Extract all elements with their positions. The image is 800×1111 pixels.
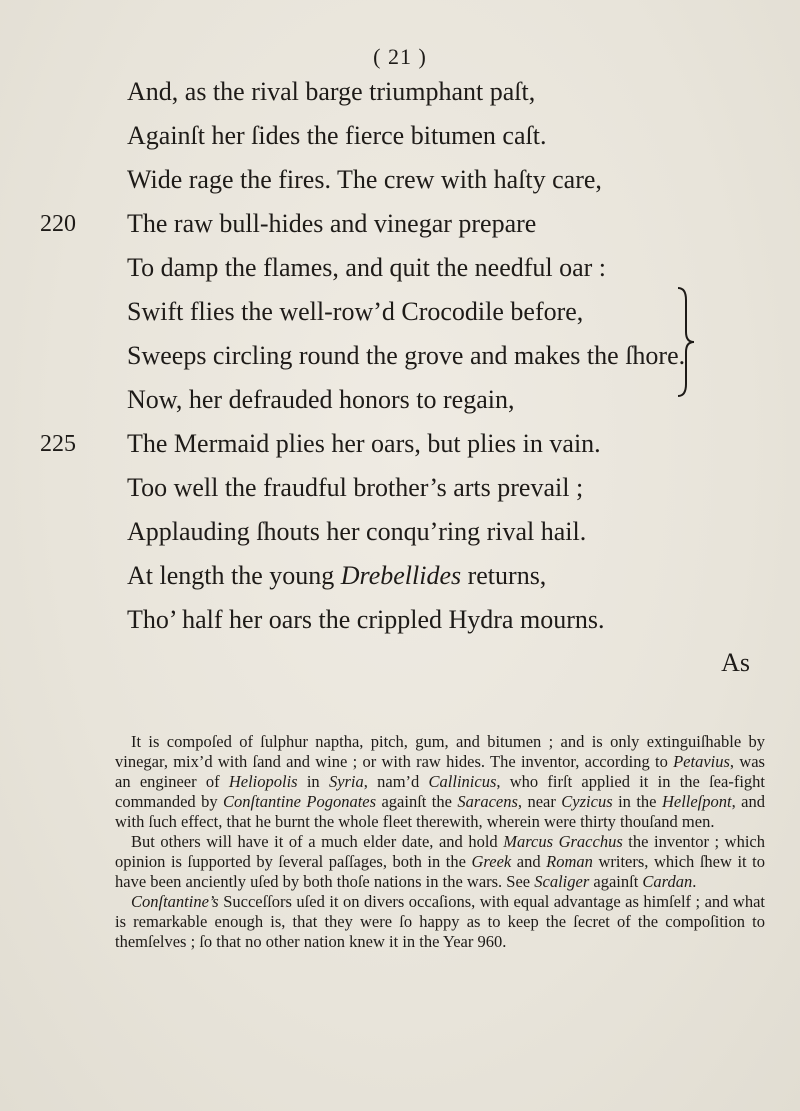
verse-line bbox=[127, 116, 546, 156]
verse-line-text: Too well the fraudful brother’s arts prevail ; bbox=[127, 473, 584, 502]
verse-line bbox=[127, 336, 685, 376]
verse-line-text: Wide rage the fires. The crew with haſty care, bbox=[127, 165, 602, 194]
verse-line bbox=[127, 292, 583, 332]
verse-line-text: Sweeps circling round the grove and makes the ſhore. bbox=[127, 341, 686, 370]
verse-line bbox=[40, 204, 537, 244]
page-number: ( 21 ) bbox=[373, 44, 427, 69]
verse-line bbox=[127, 512, 586, 552]
verse-line bbox=[127, 556, 546, 596]
verse-line-text: Swift flies the well-row’d Crocodile before, bbox=[127, 297, 584, 326]
footnote-paragraph: Conſtantine’s Succeſſors uſed it on divers occaſions, with equal advantage as himſelf ; and what is remarkable enough is, that they were ſo happy as to keep the ſecret of the compoſition to themſelves ; ſo that no other nation knew it in the Year 960. bbox=[115, 892, 765, 951]
verse-line-text: At length the young Drebellides returns, bbox=[127, 561, 547, 590]
verse-line bbox=[127, 72, 535, 112]
verse-line-text: Applauding ſhouts her conqu’ring rival hail. bbox=[127, 517, 587, 546]
line-number: 220 bbox=[40, 211, 76, 237]
verse-line-text: To damp the flames, and quit the needful oar : bbox=[127, 253, 607, 282]
line-number: 225 bbox=[40, 431, 76, 457]
verse-line-text: And, as the rival barge triumphant paſt, bbox=[127, 77, 536, 106]
footnote-paragraph: But others will have it of a much elder date, and hold Marcus Gracchus the inventor ; which opinion is ſupported by ſeveral paſſages, both in the Greek and Roman writers, which ſhew it to have been anciently uſed by both thoſe nations in the wars. See Scaliger againſt Cardan. bbox=[115, 832, 766, 891]
verse-line bbox=[127, 600, 604, 640]
verse-line-text: Now, her defrauded honors to regain, bbox=[127, 385, 515, 414]
verse-line-text: Tho’ half her oars the crippled Hydra mourns. bbox=[127, 605, 605, 634]
verse-line bbox=[127, 468, 583, 508]
verse-line-text: The Mermaid plies her oars, but plies in vain. bbox=[127, 429, 601, 458]
verse-line-text: Againſt her ſides the fierce bitumen caſt. bbox=[127, 121, 547, 150]
verse-line bbox=[40, 424, 601, 464]
verse-line bbox=[127, 248, 606, 288]
verse-line-text: The raw bull-hides and vinegar prepare bbox=[127, 209, 537, 238]
triplet-brace-icon bbox=[676, 286, 696, 398]
footnote bbox=[115, 732, 765, 952]
verse-line bbox=[127, 380, 514, 420]
footnote-paragraph: It is compoſed of ſulphur naptha, pitch, gum, and bitumen ; and is only extinguiſhable by vinegar, mix’d with ſand and wine ; or with raw hides. The inventor, according to Petavius, was an engineer of Heliopolis in Syria, nam’d Callinicus, who firſt applied it in the ſea-fight commanded by Conſtantine Pogonates againſt the Saracens, near Cyzicus in the Helleſpont, and with ſuch effect, that he burnt the whole fleet therewith, wherein were thirty thouſand men. bbox=[115, 732, 765, 831]
verse-line bbox=[127, 160, 602, 200]
catchword: As bbox=[721, 648, 750, 677]
